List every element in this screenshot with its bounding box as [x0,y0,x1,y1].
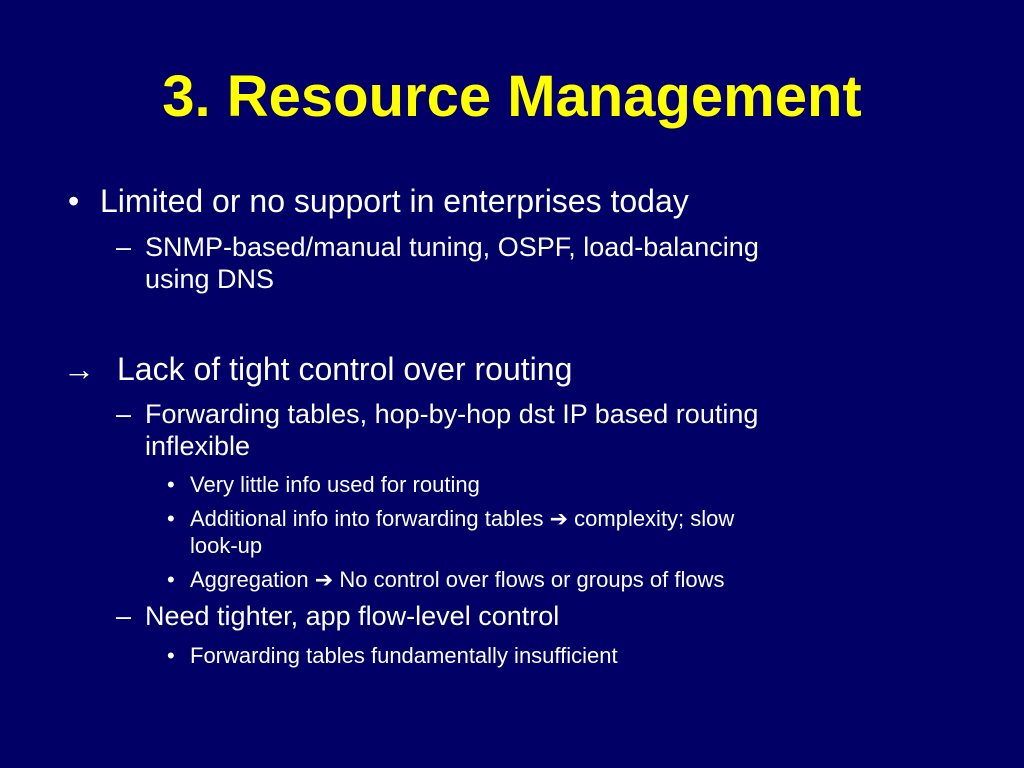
bullet-dot-icon: • [167,472,175,497]
sub-sub-bullet-text: Very little info used for routing [190,472,480,497]
sub-sub-bullet-text-line1 [190,504,734,533]
arrow-bullet-text: Lack of tight control over routing [117,351,573,387]
dash-icon: – [116,232,132,262]
bullet-dot-icon: • [68,183,80,219]
sub-sub-bullet-text-part-b: complexity; slow [574,506,735,531]
sub-bullet-text: Need tighter, app flow-level control [145,601,560,631]
sub-bullet-text-line1: SNMP-based/manual tuning, OSPF, load-balancing [145,232,759,262]
sub-sub-bullet-text-part-a: Aggregation [190,567,309,592]
sub-sub-bullet-text [190,565,725,594]
right-arrow-icon: → [63,351,95,387]
sub-sub-bullet-text-line2: look-up [190,533,263,558]
bullet-dot-icon: • [167,506,175,531]
sub-sub-bullet-text-part-b: No control over flows or groups of flows [339,567,725,592]
bullet-dot-icon: • [167,567,175,592]
sub-sub-bullet-text: Forwarding tables fundamentally insufficient [190,643,618,668]
bold-arrow-icon: ➔ [314,567,334,592]
dash-icon: – [116,601,132,631]
bullet-text: Limited or no support in enterprises today [100,183,689,219]
sub-bullet-text-line1: Forwarding tables, hop-by-hop dst IP based routing [145,399,759,429]
slide-title: 3. Resource Management [162,64,862,129]
dash-icon: – [116,399,132,429]
bold-arrow-icon: ➔ [549,506,569,531]
bullet-dot-icon: • [167,643,175,668]
sub-bullet-text-line2: inflexible [145,431,251,461]
sub-sub-bullet-text-part-a: Additional info into forwarding tables [190,506,544,531]
sub-bullet-text-line2: using DNS [145,264,275,294]
